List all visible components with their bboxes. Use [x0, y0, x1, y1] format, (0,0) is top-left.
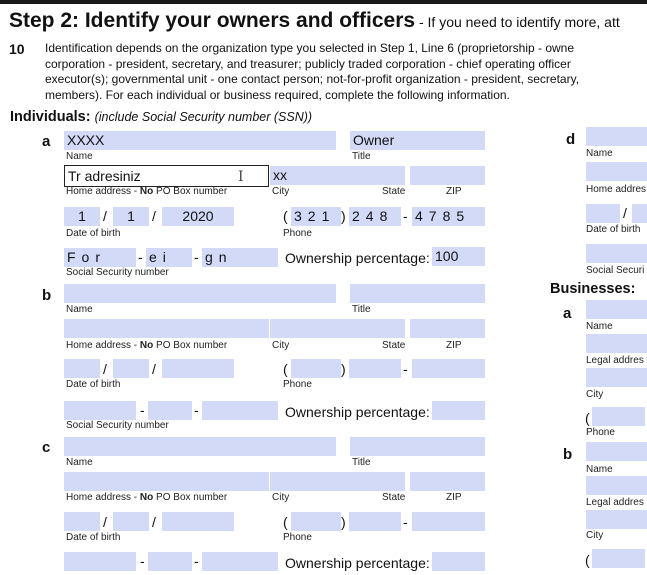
c-title-field[interactable] — [350, 437, 485, 456]
b-dob-month-field[interactable] — [64, 359, 100, 378]
c-dob-year-field[interactable] — [162, 512, 234, 531]
c-dob-month-field[interactable] — [64, 512, 100, 531]
b-home-address-field[interactable] — [64, 319, 269, 338]
label-home-address: Home address - No PO Box number — [66, 340, 228, 351]
c-ssn-part2-field[interactable] — [148, 552, 192, 571]
a-city-field[interactable]: xx — [270, 166, 405, 185]
d-ssn-field[interactable] — [586, 244, 647, 263]
top-rule — [0, 0, 647, 4]
label-zip: ZIP — [446, 492, 462, 503]
c-city-field[interactable] — [270, 472, 405, 491]
label-dob: Date of birth — [586, 224, 641, 235]
label-phone: Phone — [283, 228, 312, 239]
label-phone: Phone — [283, 379, 312, 390]
b-ownership-field[interactable] — [432, 401, 485, 420]
b-ssn-part2-field[interactable] — [148, 401, 192, 420]
b-ssn-part1-field[interactable] — [64, 401, 136, 420]
phone-paren-open: ( — [283, 361, 288, 377]
b-phone-line-field[interactable] — [412, 359, 485, 378]
label-ssn: Social Security number — [66, 420, 169, 431]
a-dob-day-field[interactable]: 1 — [113, 207, 149, 226]
text-cursor-icon: I — [238, 169, 244, 185]
c-phone-line-field[interactable] — [412, 512, 485, 531]
label-title: Title — [352, 457, 371, 468]
label-legal-address: Legal addres — [586, 355, 644, 366]
section-letter-a: a — [42, 133, 51, 150]
d-name-field[interactable] — [586, 127, 647, 146]
label-home-address: Home address - No PO Box number — [66, 492, 228, 503]
business-b-legal-address-field[interactable] — [586, 476, 647, 495]
ssn-dash: - — [138, 249, 143, 265]
d-home-address-field[interactable] — [586, 162, 647, 181]
label-zip: ZIP — [446, 340, 462, 351]
a-ssn-part1-field[interactable]: For — [64, 248, 136, 267]
business-a-city-field[interactable] — [586, 368, 647, 387]
a-home-address-field[interactable]: Tr adresiniz — [64, 165, 269, 187]
dob-slash: / — [152, 361, 156, 377]
ssn-dash: - — [194, 402, 199, 418]
c-ssn-part3-field[interactable] — [202, 552, 278, 571]
ssn-dash: - — [194, 249, 199, 265]
ssn-dash: - — [140, 553, 145, 569]
c-state-zip-field[interactable] — [410, 472, 485, 491]
b-city-field[interactable] — [270, 319, 405, 338]
label-dob: Date of birth — [66, 379, 121, 390]
label-city: City — [272, 340, 290, 351]
b-name-field[interactable] — [64, 284, 336, 303]
ssn-dash: - — [140, 402, 145, 418]
c-home-address-field[interactable] — [64, 472, 269, 491]
business-b-city-field[interactable] — [586, 510, 647, 529]
businesses-heading: Businesses: — [550, 281, 636, 297]
phone-paren-open: ( — [585, 552, 590, 568]
label-title: Title — [352, 151, 371, 162]
b-state-zip-field[interactable] — [410, 319, 485, 338]
c-phone-prefix-field[interactable] — [349, 512, 401, 531]
label-city: City — [586, 530, 604, 541]
a-name-field[interactable]: XXXX — [64, 131, 336, 150]
individuals-heading: Individuals: (include Social Security number (SSN)) — [10, 109, 313, 125]
label-title: Title — [352, 304, 371, 315]
a-phone-line-field[interactable]: 4785 — [412, 207, 485, 226]
c-phone-area-field[interactable] — [291, 512, 341, 531]
label-dob: Date of birth — [66, 532, 121, 543]
label-state: State — [382, 492, 406, 503]
business-letter-a: a — [563, 305, 572, 322]
label-ownership: Ownership percentage: — [285, 555, 430, 571]
label-ownership: Ownership percentage: — [285, 250, 430, 266]
a-ssn-part3-field[interactable]: gn — [202, 248, 278, 267]
phone-paren-close: ) — [341, 361, 346, 377]
business-b-phone-field[interactable] — [592, 549, 645, 568]
section-letter-c: c — [42, 439, 51, 456]
label-name: Name — [66, 151, 93, 162]
b-ssn-part3-field[interactable] — [202, 401, 278, 420]
d-dob-day-field[interactable] — [632, 204, 647, 223]
phone-paren-open: ( — [283, 208, 288, 224]
c-ownership-field[interactable] — [432, 552, 485, 571]
business-b-name-field[interactable] — [586, 442, 647, 461]
a-state-zip-field[interactable] — [410, 166, 485, 185]
business-a-name-field[interactable] — [586, 300, 647, 319]
c-ssn-part1-field[interactable] — [64, 552, 136, 571]
step-heading: Step 2: Identify your owners and officers - If you need to identify more, att — [9, 9, 620, 32]
section-letter-d: d — [566, 131, 576, 148]
label-phone: Phone — [586, 427, 615, 438]
a-dob-month-field[interactable]: 1 — [64, 207, 100, 226]
label-name: Name — [586, 148, 613, 159]
c-dob-day-field[interactable] — [113, 512, 149, 531]
phone-paren-open: ( — [585, 410, 590, 426]
a-title-field[interactable]: Owner — [350, 131, 485, 150]
d-dob-month-field[interactable] — [586, 204, 620, 223]
label-name: Name — [66, 457, 93, 468]
business-a-legal-address-field[interactable] — [586, 334, 647, 353]
a-ownership-field[interactable]: 100 — [432, 247, 485, 266]
phone-dash: - — [403, 361, 408, 377]
dob-slash: / — [152, 208, 156, 224]
phone-dash: - — [403, 514, 408, 530]
dob-slash: / — [103, 514, 107, 530]
label-state: State — [382, 340, 406, 351]
instructions-paragraph: Identification depends on the organization type you selected in Step 1, Line 6 (proprietorship - owne corporation - president, secretary, and treasurer; publicly traded corporation - chief operating officer executor(s); governmental unit - one contact person; not-for-profit organization - president, secretary, members). For each individual or business required, complete the following information. — [45, 41, 580, 102]
label-ssn-cut: Social Securi — [586, 265, 645, 276]
label-name: Name — [586, 464, 613, 475]
business-a-phone-field[interactable] — [592, 407, 645, 426]
b-dob-day-field[interactable] — [113, 359, 149, 378]
ssn-dash: - — [194, 553, 199, 569]
line-number: 10 — [9, 41, 25, 57]
label-ownership: Ownership percentage: — [285, 404, 430, 420]
b-dob-year-field[interactable] — [162, 359, 234, 378]
b-title-field[interactable] — [350, 284, 485, 303]
label-ssn: Social Security number — [66, 267, 169, 278]
dob-slash: / — [103, 208, 107, 224]
phone-paren-close: ) — [341, 208, 346, 224]
a-dob-year-field[interactable]: 2020 — [162, 207, 234, 226]
dob-slash: / — [623, 205, 627, 221]
a-phone-prefix-field[interactable]: 248 — [349, 207, 401, 226]
c-name-field[interactable] — [64, 437, 336, 456]
phone-paren-close: ) — [341, 514, 346, 530]
label-city: City — [272, 492, 290, 503]
phone-paren-open: ( — [283, 514, 288, 530]
label-dob: Date of birth — [66, 228, 121, 239]
a-phone-area-field[interactable]: 321 — [291, 207, 341, 226]
label-legal-address: Legal addres — [586, 497, 644, 508]
label-name: Name — [66, 304, 93, 315]
phone-dash: - — [403, 208, 408, 224]
b-phone-area-field[interactable] — [291, 359, 341, 378]
label-phone: Phone — [283, 532, 312, 543]
dob-slash: / — [152, 514, 156, 530]
b-phone-prefix-field[interactable] — [349, 359, 401, 378]
label-home-address: Home address - No PO Box number — [66, 186, 228, 197]
label-name: Name — [586, 321, 613, 332]
label-home-address-cut: Home addres — [586, 184, 647, 195]
section-letter-b: b — [42, 287, 52, 304]
label-state: State — [382, 186, 406, 197]
business-letter-b: b — [563, 446, 573, 463]
a-ssn-part2-field[interactable]: ei — [146, 248, 192, 267]
dob-slash: / — [103, 361, 107, 377]
label-city: City — [272, 186, 290, 197]
label-zip: ZIP — [446, 186, 462, 197]
label-city: City — [586, 389, 604, 400]
